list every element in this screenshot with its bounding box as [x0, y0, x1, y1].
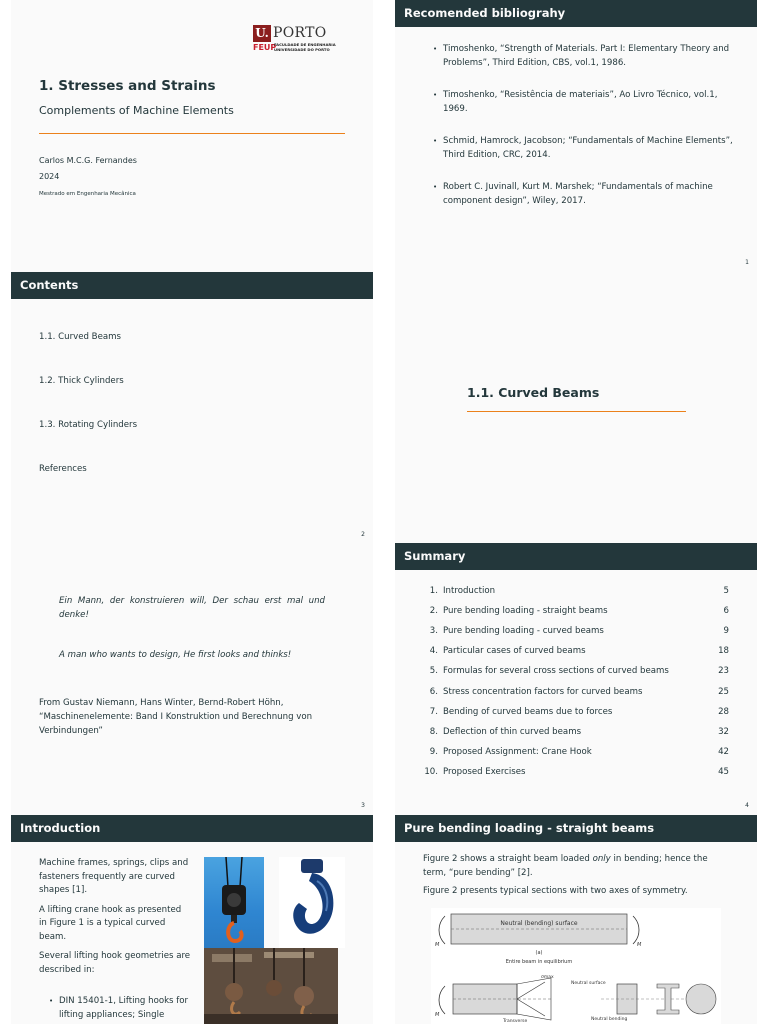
logo-faculty-line1: FACULDADE DE ENGENHARIA — [274, 42, 336, 47]
summary-number: 2. — [429, 606, 438, 617]
transverse-label: Transverse — [503, 1019, 528, 1024]
neutral-surface-label: Neutral (bending) surface — [500, 920, 578, 927]
title-divider — [39, 133, 345, 134]
title-slide — [11, 0, 373, 272]
author: Carlos M.C.G. Fernandes — [39, 156, 137, 165]
summary-page: 5 — [723, 586, 729, 596]
summary-row[interactable] — [417, 687, 729, 701]
pure-bending-slide — [395, 815, 757, 1024]
summary-number: 4. — [429, 646, 438, 657]
summary-page: 6 — [723, 606, 729, 617]
frame-title: Introduction — [11, 815, 373, 842]
summary-number: 6. — [429, 686, 438, 697]
summary-page: 25 — [718, 686, 729, 697]
summary-row[interactable] — [417, 747, 729, 761]
introduction-slide — [11, 815, 373, 1024]
page-number: 4 — [745, 802, 749, 809]
page-number: 1 — [745, 259, 749, 266]
summary-label: Formulas for several cross sections of curved beams — [443, 666, 669, 677]
introduction-text — [39, 857, 191, 983]
section-slide — [395, 272, 757, 544]
contents-slide — [11, 272, 373, 544]
bibliography-slide — [395, 0, 757, 272]
summary-page: 32 — [718, 726, 729, 737]
moment-label-lower: M — [435, 1012, 440, 1018]
workshop-hooks-photo — [204, 948, 338, 1024]
toc-item[interactable]: 1.2. Thick Cylinders — [39, 376, 124, 386]
summary-row[interactable] — [417, 646, 729, 660]
paragraph: Several lifting hook geometries are described in: — [39, 951, 191, 975]
summary-label: Proposed Exercises — [443, 766, 526, 777]
toc-item[interactable]: 1.1. Curved Beams — [39, 332, 121, 342]
caption-a: (a) — [535, 950, 543, 956]
frame-title: Recomended bibliograhy — [395, 0, 757, 27]
list-item: • Timoshenko, “Resistência de materiais”, Ao Livro Técnico, vol.1, 1969. — [433, 89, 733, 116]
list-item: • Schmid, Hamrock, Jacobson; “Fundamentals of Machine Elements”, Third Edition, CRC, 2014. — [433, 135, 733, 162]
logo-faculty-line2: UNIVERSIDADE DO PORTO — [274, 46, 330, 52]
summary-label: Particular cases of curved beams — [443, 646, 586, 657]
summary-number: 1. — [429, 586, 438, 596]
summary-label: Pure bending loading - curved beams — [443, 626, 604, 637]
presentation-title: 1. Stresses and Strains — [39, 78, 216, 94]
text-run: Figure 2 shows a straight beam loaded — [423, 854, 593, 864]
summary-row[interactable] — [417, 707, 729, 721]
summary-label: Introduction — [443, 586, 496, 596]
summary-label: Stress concentration factors for curved beams — [443, 686, 643, 697]
list-item: • DIN 15401-1, Lifting hooks for lifting appliances; Single — [49, 995, 207, 1022]
toc-item[interactable]: 1.3. Rotating Cylinders — [39, 420, 138, 430]
institute: Mestrado em Engenharia Mecânica — [39, 191, 136, 197]
summary-number: 5. — [429, 666, 438, 677]
beam-bending-figure — [431, 908, 721, 1024]
summary-slide — [395, 543, 757, 815]
uporto-feup-logo — [253, 25, 347, 53]
summary-row[interactable] — [417, 606, 729, 620]
summary-row[interactable] — [417, 767, 729, 781]
page-number: 2 — [361, 531, 365, 538]
logo-name: PORTO — [273, 25, 327, 41]
logo-mark: U. — [253, 25, 271, 42]
summary-label: Pure bending loading - straight beams — [443, 606, 608, 617]
paragraph: A lifting crane hook as presented in Figure 1 is a typical curved beam. — [39, 904, 182, 942]
quote-source: From Gustav Niemann, Hans Winter, Bernd-Robert Höhn, “Maschinenelemente: Band I Konstruktion und Berechnung von Verbindungen” — [39, 698, 313, 736]
summary-row[interactable] — [417, 586, 729, 600]
summary-number: 10. — [424, 766, 438, 777]
frame-title: Summary — [395, 543, 757, 570]
summary-page: 28 — [718, 706, 729, 717]
stress-label: σmax — [541, 975, 554, 980]
summary-number: 9. — [429, 746, 438, 757]
paragraph: Figure 2 presents typical sections with two axes of symmetry. — [423, 886, 688, 896]
summary-number: 7. — [429, 706, 438, 717]
paragraph — [423, 853, 733, 880]
summary-page: 45 — [718, 766, 729, 777]
quote-slide — [11, 543, 373, 815]
toc-item[interactable]: References — [39, 464, 87, 474]
emphasis: only — [592, 854, 611, 864]
list-item: • Timoshenko, “Strength of Materials. Part I: Elementary Theory and Problems”, Third Edition, CBS, vol.1, 1986. — [433, 43, 733, 70]
moment-label-left: M — [435, 942, 440, 948]
paragraph: Machine frames, springs, clips and fasteners frequently are curved shapes [1]. — [39, 858, 189, 895]
section-divider — [467, 411, 686, 412]
hook-photo — [279, 857, 345, 948]
bibliography-list — [433, 43, 733, 227]
summary-page: 42 — [718, 746, 729, 757]
presentation-subtitle: Complements of Machine Elements — [39, 104, 234, 117]
neutral-bending-label: Neutral bending — [591, 1017, 628, 1022]
summary-number: 3. — [429, 626, 438, 637]
page-number: 3 — [361, 802, 365, 809]
moment-label-right: M — [637, 942, 642, 948]
frame-title: Contents — [11, 272, 373, 299]
summary-row[interactable] — [417, 626, 729, 640]
logo-feup: FEUP — [253, 43, 277, 52]
list-item: • Robert C. Juvinall, Kurt M. Marshek; “Fundamentals of machine component design”, Wiley, 2017. — [433, 181, 733, 208]
summary-row[interactable] — [417, 727, 729, 741]
summary-number: 8. — [429, 726, 438, 737]
logo-faculty — [274, 43, 348, 53]
quote-english: A man who wants to design, He first looks and thinks! — [59, 650, 292, 660]
caption-a-text: Entire beam in equilibrium — [505, 959, 573, 965]
date: 2024 — [39, 172, 60, 181]
text-run: in bending; hence the term, “pure bending” [2]. — [423, 854, 708, 878]
summary-label: Proposed Assignment: Crane Hook — [443, 746, 592, 757]
summary-page: 23 — [718, 666, 729, 677]
summary-row[interactable] — [417, 666, 729, 680]
neutral-surface-label-2: Neutral surface — [571, 981, 606, 986]
section-title: 1.1. Curved Beams — [467, 385, 600, 400]
summary-page: 9 — [723, 626, 729, 637]
summary-label: Deflection of thin curved beams — [443, 726, 582, 737]
frame-title: Pure bending loading - straight beams — [395, 815, 757, 842]
summary-label: Bending of curved beams due to forces — [443, 706, 613, 717]
quote-german: Ein Mann, der konstruieren will, Der schau erst mal und denke! — [59, 596, 325, 620]
crane-hook-photo — [204, 857, 264, 948]
summary-page: 18 — [718, 646, 729, 657]
